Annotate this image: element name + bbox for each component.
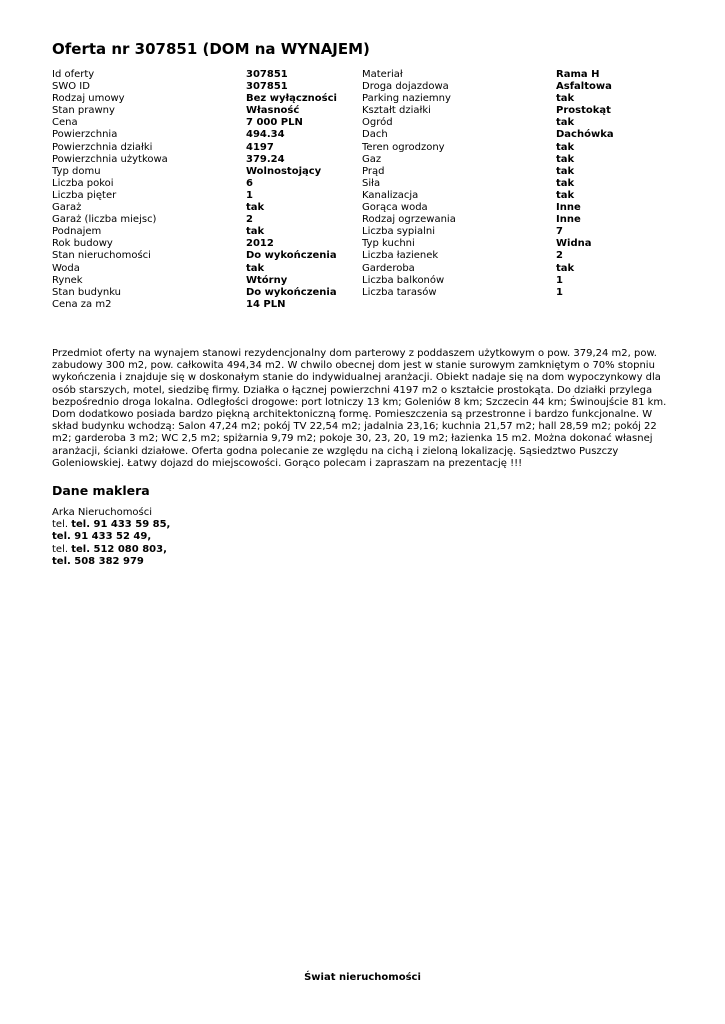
property-value: 2 [556, 250, 563, 262]
property-label: Liczba łazienek [362, 250, 439, 262]
property-value: 4197 [246, 141, 274, 153]
property-details-left-column [52, 69, 362, 311]
property-row [362, 129, 672, 141]
agent-heading: Dane maklera [52, 483, 150, 498]
property-value: Do wykończenia [246, 250, 337, 262]
property-row [52, 69, 362, 81]
property-value: 494.34 [246, 129, 285, 141]
agent-phone-row-3 [52, 544, 170, 556]
agent-phone-prefix: tel. [52, 543, 69, 555]
property-label: Garaż [52, 202, 82, 214]
property-value: 307851 [246, 81, 288, 93]
property-label: Siła [362, 177, 381, 189]
property-value: Dachówka [556, 129, 614, 141]
property-row [52, 129, 362, 141]
property-label: Prąd [362, 165, 385, 177]
property-label: Parking naziemny [362, 93, 451, 105]
property-label: Kanalizacja [362, 189, 419, 201]
property-value: Wolnostojący [246, 165, 322, 177]
property-label: Rodzaj umowy [52, 93, 125, 105]
property-label: Liczba balkonów [362, 274, 445, 286]
property-label: Liczba tarasów [362, 286, 437, 298]
property-row [52, 299, 362, 311]
property-value: tak [556, 165, 575, 177]
property-label: Ogród [362, 117, 393, 129]
property-label: SWO ID [52, 81, 90, 93]
property-label: Droga dojazdowa [362, 81, 449, 93]
property-label: Liczba sypialni [362, 226, 436, 238]
property-row [52, 105, 362, 117]
property-row [362, 226, 672, 238]
offer-description: Przedmiot oferty na wynajem stanowi rezydencjonalny dom parterowy z poddaszem użytkowym o pow. 379,24 m2, pow. zabudowy 300 m2, pow. całkowita 494,34 m2. W chwilo obecnej dom jest w stanie surowym zamkniętym o 70% stopniu wykończenia i znajduje się w doskonałym stanie do indywidualnej aranżacji. Obiekt nadaje się na dom wypoczynkowy dla osób starszych, motel, siedzibę firmy. Działka o łącznej powierzchni 4197 m2 o kształcie prostokąta. Do działki przylega bezpośrednio droga lokalna. Odległości drogowe: port lotniczy 13 km; Goleniów 8 km; Szczecin 44 km; Świnoujście 81 km. Dom dodatkowo posiada bardzo piękną architektoniczną formę. Pomieszczenia są przestronne i bardzo funkcjonalne. W skład budynku wchodzą: Salon 47,24 m2; pokój TV 22,54 m2; jadalnia 23,16; kuchnia 21,57 m2; hall 28,59 m2; pokój 22 m2; garderoba 3 m2; WC 2,5 m2; spiżarnia 9,79 m2; pokoje 30, 23, 20, 19 m2; łazienka 15 m2. Można dokonać własnej aranżacji, ścianki działowe. Oferta godna polecanie ze względu na cichą i zieloną lokalizację. Sąsiedztwo Puszczy Goleniowskiej. Łatwy dojazd do miejscowości. Gorąco polecam i zapraszam na prezentację !!! [52, 348, 667, 469]
property-label: Powierzchnia [52, 129, 118, 141]
property-value: Do wykończenia [246, 286, 337, 298]
property-value: 7 000 PLN [246, 117, 303, 129]
property-label: Dach [362, 129, 388, 141]
agent-phone-row-1 [52, 519, 170, 531]
property-row [362, 202, 672, 214]
property-value: 1 [556, 274, 563, 286]
property-value: 1 [556, 286, 563, 298]
property-label: Podnajem [52, 226, 102, 238]
property-value: tak [246, 226, 265, 238]
property-row [52, 263, 362, 275]
property-label: Kształt działki [362, 105, 431, 117]
property-label: Teren ogrodzony [362, 141, 445, 153]
property-value: Inne [556, 214, 581, 226]
property-row [52, 117, 362, 129]
property-value: Wtórny [246, 274, 288, 286]
property-row [362, 117, 672, 129]
page-footer: Świat nieruchomości [304, 972, 421, 983]
property-value: 2 [246, 214, 253, 226]
property-value: Prostokąt [556, 105, 611, 117]
property-value: tak [246, 202, 265, 214]
property-label: Cena [52, 117, 78, 129]
agent-phone-row-2 [52, 531, 170, 543]
property-label: Stan budynku [52, 286, 122, 298]
property-row [362, 214, 672, 226]
property-value: Widna [556, 238, 592, 250]
property-row [362, 105, 672, 117]
agent-phone-2: tel. 91 433 52 49, [52, 531, 152, 543]
property-value: 6 [246, 177, 253, 189]
property-value: tak [556, 189, 575, 201]
property-label: Typ domu [52, 165, 101, 177]
property-value: 7 [556, 226, 563, 238]
property-row [362, 69, 672, 81]
property-row [52, 190, 362, 202]
property-label: Gaz [362, 153, 382, 165]
property-label: Gorąca woda [362, 202, 428, 214]
property-row [52, 166, 362, 178]
property-label: Liczba pokoi [52, 177, 114, 189]
property-row [52, 214, 362, 226]
property-value: Rama H [556, 69, 600, 80]
property-row [52, 226, 362, 238]
property-row [52, 178, 362, 190]
property-row [362, 93, 672, 105]
property-value: 379.24 [246, 153, 285, 165]
property-row [52, 154, 362, 166]
property-label: Powierzchnia użytkowa [52, 153, 168, 165]
property-row [362, 287, 672, 299]
property-row [362, 263, 672, 275]
property-details-right-column [362, 69, 672, 299]
property-value: tak [556, 177, 575, 189]
property-row [362, 178, 672, 190]
property-value: Asfaltowa [556, 81, 612, 93]
property-label: Garderoba [362, 262, 415, 274]
agent-phone-1: tel. 91 433 59 85, [71, 519, 171, 531]
property-label: Typ kuchni [362, 238, 415, 250]
property-row [52, 202, 362, 214]
property-value: tak [556, 141, 575, 153]
property-label: Materiał [362, 69, 403, 80]
property-value: tak [556, 262, 575, 274]
agent-company: Arka Nieruchomości [52, 507, 153, 518]
agent-phone-3: tel. 512 080 803, [71, 543, 167, 555]
property-row [52, 142, 362, 154]
property-label: Rodzaj ogrzewania [362, 214, 456, 226]
property-row [52, 238, 362, 250]
property-value: tak [556, 153, 575, 165]
property-label: Powierzchnia działki [52, 141, 153, 153]
property-value: 307851 [246, 69, 288, 80]
property-label: Rynek [52, 274, 83, 286]
property-row [362, 250, 672, 262]
property-row [362, 238, 672, 250]
agent-phone-row-4 [52, 556, 170, 568]
property-value: tak [556, 117, 575, 129]
agent-details [52, 507, 170, 568]
property-label: Liczba pięter [52, 189, 117, 201]
property-row [362, 275, 672, 287]
property-row [52, 275, 362, 287]
property-row [52, 81, 362, 93]
property-label: Cena za m2 [52, 298, 112, 310]
property-value: tak [246, 262, 265, 274]
property-row [362, 142, 672, 154]
agent-phone-4: tel. 508 382 979 [52, 555, 144, 567]
property-row [362, 190, 672, 202]
property-value: 2012 [246, 238, 274, 250]
property-row [362, 166, 672, 178]
property-label: Stan nieruchomości [52, 250, 151, 262]
property-value: tak [556, 93, 575, 105]
property-label: Garaż (liczba miejsc) [52, 214, 157, 226]
property-label: Stan prawny [52, 105, 115, 117]
property-value: Własność [246, 105, 300, 117]
property-row [52, 93, 362, 105]
property-value: Inne [556, 202, 581, 214]
agent-phone-prefix: tel. [52, 519, 69, 531]
page-title: Oferta nr 307851 (DOM na WYNAJEM) [52, 40, 370, 58]
property-label: Rok budowy [52, 238, 113, 250]
property-row [362, 154, 672, 166]
property-value: 14 PLN [246, 298, 286, 310]
property-value: Bez wyłączności [246, 93, 337, 105]
property-label: Id oferty [52, 69, 95, 80]
property-label: Woda [52, 262, 80, 274]
property-row [362, 81, 672, 93]
property-row [52, 250, 362, 262]
property-row [52, 287, 362, 299]
property-value: 1 [246, 189, 253, 201]
